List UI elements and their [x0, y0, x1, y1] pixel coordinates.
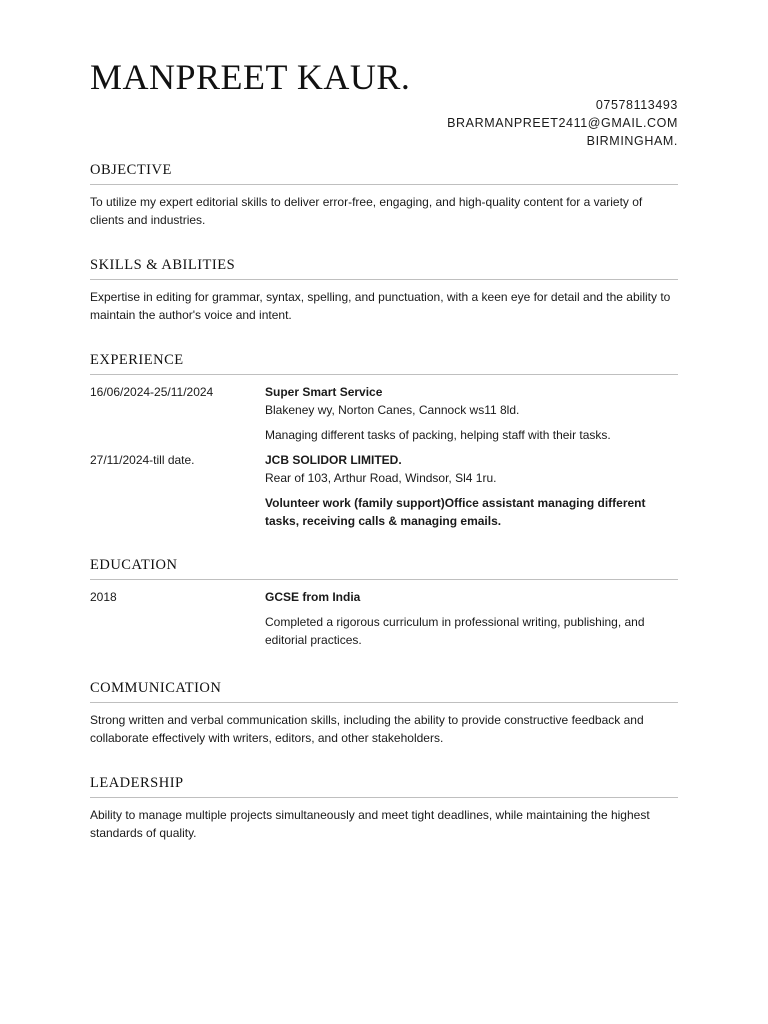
email-address: BRARMANPREET2411@GMAIL.COM	[447, 116, 678, 130]
skills-heading: SKILLS & ABILITIES	[90, 255, 678, 280]
objective-heading: OBJECTIVE	[90, 160, 678, 185]
experience-date: 27/11/2024-till date.	[90, 453, 195, 467]
experience-address: Rear of 103, Arthur Road, Windsor, Sl4 1ru.	[265, 471, 497, 485]
experience-entry	[90, 451, 678, 530]
skills-section	[90, 255, 678, 324]
skills-text: Expertise in editing for grammar, syntax, spelling, and punctuation, with a keen eye for detail and the ability to maintain the author's voice and intent.	[90, 290, 671, 322]
phone-number: 07578113493	[595, 98, 678, 112]
education-entry	[90, 588, 678, 649]
experience-entry	[90, 383, 678, 444]
experience-address: Blakeney wy, Norton Canes, Cannock ws11 8ld.	[265, 403, 520, 417]
education-year: 2018	[90, 590, 117, 604]
candidate-name: MANPREET KAUR.	[90, 57, 411, 97]
objective-section	[90, 160, 678, 229]
education-description: Completed a rigorous curriculum in professional writing, publishing, and editorial practices.	[265, 615, 645, 647]
location: BIRMINGHAM.	[586, 134, 678, 148]
leadership-section	[90, 773, 678, 842]
education-heading: EDUCATION	[90, 555, 678, 580]
leadership-heading: LEADERSHIP	[90, 773, 678, 798]
education-title: GCSE from India	[265, 590, 361, 604]
experience-description: Volunteer work (family support)Office assistant managing different tasks, receiving calls & managing emails.	[265, 496, 646, 528]
experience-description: Managing different tasks of packing, helping staff with their tasks.	[265, 428, 611, 442]
experience-company: JCB SOLIDOR LIMITED.	[265, 453, 402, 467]
contact-block	[447, 96, 678, 150]
experience-company: Super Smart Service	[265, 385, 383, 399]
communication-section	[90, 678, 678, 747]
experience-date: 16/06/2024-25/11/2024	[90, 385, 214, 399]
experience-heading: EXPERIENCE	[90, 350, 678, 375]
education-section	[90, 555, 678, 649]
experience-section	[90, 350, 678, 530]
communication-heading: COMMUNICATION	[90, 678, 678, 703]
objective-text: To utilize my expert editorial skills to deliver error-free, engaging, and high-quality content for a variety of clients and industries.	[90, 195, 643, 227]
communication-text: Strong written and verbal communication skills, including the ability to provide constructive feedback and collaborate effectively with writers, editors, and other stakeholders.	[90, 713, 644, 745]
leadership-text: Ability to manage multiple projects simultaneously and meet tight deadlines, while maintaining the highest standards of quality.	[90, 808, 650, 840]
